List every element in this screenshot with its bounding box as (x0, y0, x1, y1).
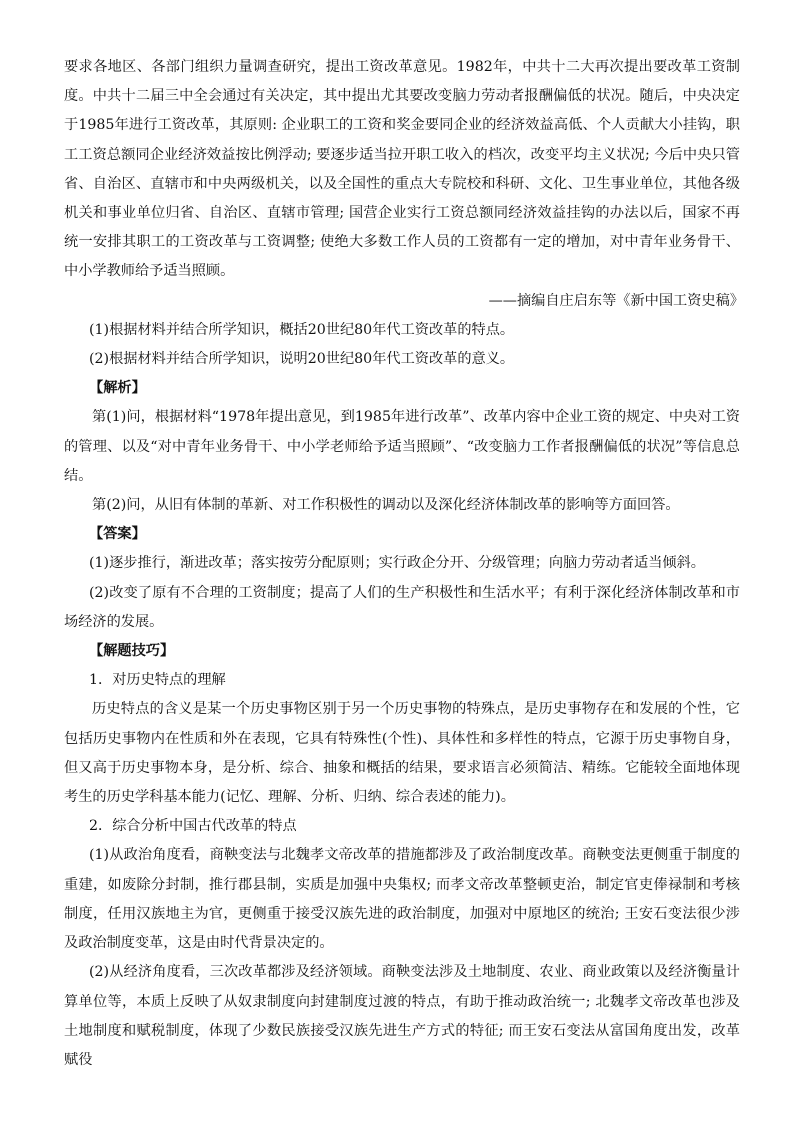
answer-paragraph-2: (2)改变了原有不合理的工资制度；提高了人们的生产积极性和生活水平；有利于深化经济体制改革和市场经济的发展。 (64, 584, 740, 630)
tips-section-2-paragraph-1: (1)从政治角度看，商鞅变法与北魏孝文帝改革的措施都涉及了政治制度改革。商鞅变法更侧重于制度的重建，如废除分封制，推行郡县制，实质是加强中央集权; 而孝文帝改革整顿吏治，制定官吏俸禄制和考核制度，任用汉族地主为官，更侧重于接受汉族先进的政治制度，加强对中原地区的统治; 王安石变法很少涉及政治制度变革，这是由时代背景决定的。 (64, 847, 740, 952)
question-2: (2)根据材料并结合所学知识，说明20世纪80年代工资改革的意义。 (89, 351, 515, 368)
document-page (64, 53, 744, 1075)
analysis-heading: 【解析】 (89, 380, 146, 397)
analysis-paragraph-1: 第(1)问，根据材料“1978年提出意见，到1985年进行改革”、改革内容中企业工资的规定、中央对工资的管理、以及“对中青年业务骨干、中小学老师给予适当照顾”、“改变脑力工作者报酬偏低的状况”等信息总结。 (64, 409, 740, 484)
tips-section-2-paragraph-2: (2)从经济角度看，三次改革都涉及经济领域。商鞅变法涉及土地制度、农业、商业政策以及经济衡量计算单位等，本质上反映了从奴隶制度向封建制度过渡的特点，有助于推动政治统一; 北魏孝文帝改革也涉及土地制度和赋税制度，体现了少数民族接受汉族先进生产方式的特征; 而王安石变法从富国角度出发，改革赋役 (64, 964, 740, 1068)
source-citation: ——摘编自庄启东等《新中国工资史稿》 (488, 292, 744, 309)
question-1: (1)根据材料并结合所学知识，概括20世纪80年代工资改革的特点。 (89, 321, 515, 338)
analysis-paragraph-2: 第(2)问，从旧有体制的革新、对工作积极性的调动以及深化经济体制改革的影响等方面回答。 (92, 497, 680, 514)
tips-section-2-title: 2．综合分析中国古代改革的特点 (89, 818, 297, 835)
tips-section-1-title: 1．对历史特点的理解 (89, 672, 226, 689)
answer-paragraph-1: (1)逐步推行，渐进改革；落实按劳分配原则；实行政企分开、分级管理；向脑力劳动者适当倾斜。 (89, 555, 705, 572)
tips-section-1-paragraph: 历史特点的含义是某一个历史事物区别于另一个历史事物的特殊点，是历史事物存在和发展的个性，它包括历史事物内在性质和外在表现，它具有特殊性(个性)、具体性和多样性的特点，它源于历史事物自身，但又高于历史事物本身，是分析、综合、抽象和概括的结果，要求语言必须简洁、精练。它能较全面地体现考生的历史学科基本能力(记忆、理解、分析、归纳、综合表述的能力)。 (64, 701, 740, 806)
answer-heading: 【答案】 (89, 526, 146, 543)
tips-heading: 【解题技巧】 (89, 643, 175, 660)
material-paragraph: 要求各地区、各部门组织力量调查研究，提出工资改革意见。1982年，中共十二大再次提出要改革工资制度。中共十二届三中全会通过有关决定，其中提出尤其要改变脑力劳动者报酬偏低的状况。随后，中央决定于1985年进行工资改革，其原则: 企业职工的工资和奖金要同企业的经济效益高低、个人贡献大小挂钩，职工工资总额同企业经济效益按比例浮动; 要逐步适当拉开职工收入的档次，改变平均主义状况; 今后中央只管省、自治区、直辖市和中央两级机关，以及全国性的重点大专院校和科研、文化、卫生事业单位，其他各级机关和事业单位归省、自治区、直辖市管理; 国营企业实行工资总额同经济效益挂钩的办法以后，国家不再统一安排其职工的工资改革与工资调整; 使绝大多数工作人员的工资都有一定的增加，对中青年业务骨干、中小学教师给予适当照顾。 (64, 59, 740, 280)
